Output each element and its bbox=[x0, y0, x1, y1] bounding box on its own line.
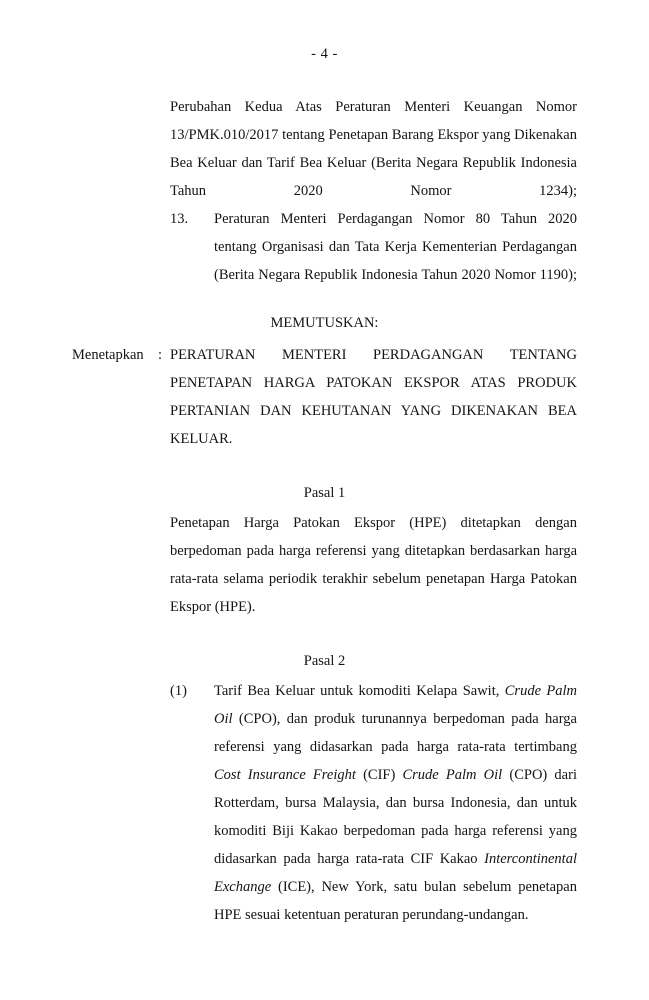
stipulation-text: PERATURAN MENTERI PERDAGANGAN TENTANG PENETAPAN HARGA PATOKAN EKSPOR ATAS PRODUK PERTANIAN DAN KEHUTANAN YANG DIKENAKAN BEA KELUAR. bbox=[170, 347, 577, 447]
italic-term: Crude Palm Oil bbox=[214, 683, 577, 727]
text-run: (ICE), New York, satu bulan sebelum penetapan HPE sesuai ketentuan peraturan perundang-undangan. bbox=[214, 879, 577, 923]
consideration-number: 13. bbox=[170, 211, 189, 227]
text-run: (CPO) dari Rotterdam, bursa Malaysia, dan bursa Indonesia, dan untuk komoditi Biji Kakao berpedoman pada harga referensi yang didasarkan pada harga rata-rata CIF Kakao bbox=[214, 767, 577, 867]
stipulation-content bbox=[170, 341, 577, 453]
article-body-pasal-1 bbox=[170, 509, 577, 621]
consideration-item-13 bbox=[170, 205, 577, 289]
text-run: Tarif Bea Keluar untuk komoditi Kelapa Sawit, bbox=[214, 683, 505, 699]
italic-term: Crude Palm Oil bbox=[402, 767, 510, 783]
continued-paragraph: Perubahan Kedua Atas Peraturan Menteri Keuangan Nomor 13/PMK.010/2017 tentang Penetapan Barang Ekspor yang Dikenakan Bea Keluar dan Tarif Bea Keluar (Berita Negara Republik Indonesia Tahun 2020 Nomor 1234); bbox=[170, 99, 577, 199]
consideration-text: Peraturan Menteri Perdagangan Nomor 80 Tahun 2020 tentang Organisasi dan Tata Kerja Kementerian Perdagangan (Berita Negara Republik Indonesia Tahun 2020 Nomor 1190); bbox=[214, 211, 577, 283]
italic-term: Cost Insurance Freight bbox=[214, 767, 364, 783]
italic-term: Intercontinental Exchange bbox=[214, 851, 577, 895]
stipulation-row bbox=[72, 341, 577, 453]
article-paragraph-1 bbox=[170, 677, 577, 929]
decision-heading: MEMUTUSKAN: bbox=[270, 315, 379, 331]
consideration-text-wrap bbox=[214, 205, 577, 289]
continued-paragraph-block bbox=[170, 93, 577, 205]
paragraph-marker: (1) bbox=[170, 683, 187, 699]
text-run: (CPO), dan produk turunannya berpedoman pada harga referensi yang didasarkan pada harga rata-rata tertimbang bbox=[214, 711, 577, 755]
page-number: - 4 - bbox=[311, 46, 338, 62]
article-paragraph: Penetapan Harga Patokan Ekspor (HPE) ditetapkan dengan berpedoman pada harga referensi yang ditetapkan berdasarkan harga rata-rata selama periodik terakhir sebelum penetapan Harga Patokan Ekspor (HPE). bbox=[170, 515, 577, 615]
stipulation-colon: : bbox=[158, 347, 163, 363]
stipulation-label: Menetapkan bbox=[72, 347, 144, 363]
paragraph-text bbox=[214, 677, 577, 929]
paragraph-text-wrap bbox=[214, 677, 577, 929]
article-title-pasal-1: Pasal 1 bbox=[303, 485, 346, 501]
text-run: (CIF) bbox=[363, 767, 403, 783]
article-title-pasal-2: Pasal 2 bbox=[303, 653, 346, 669]
